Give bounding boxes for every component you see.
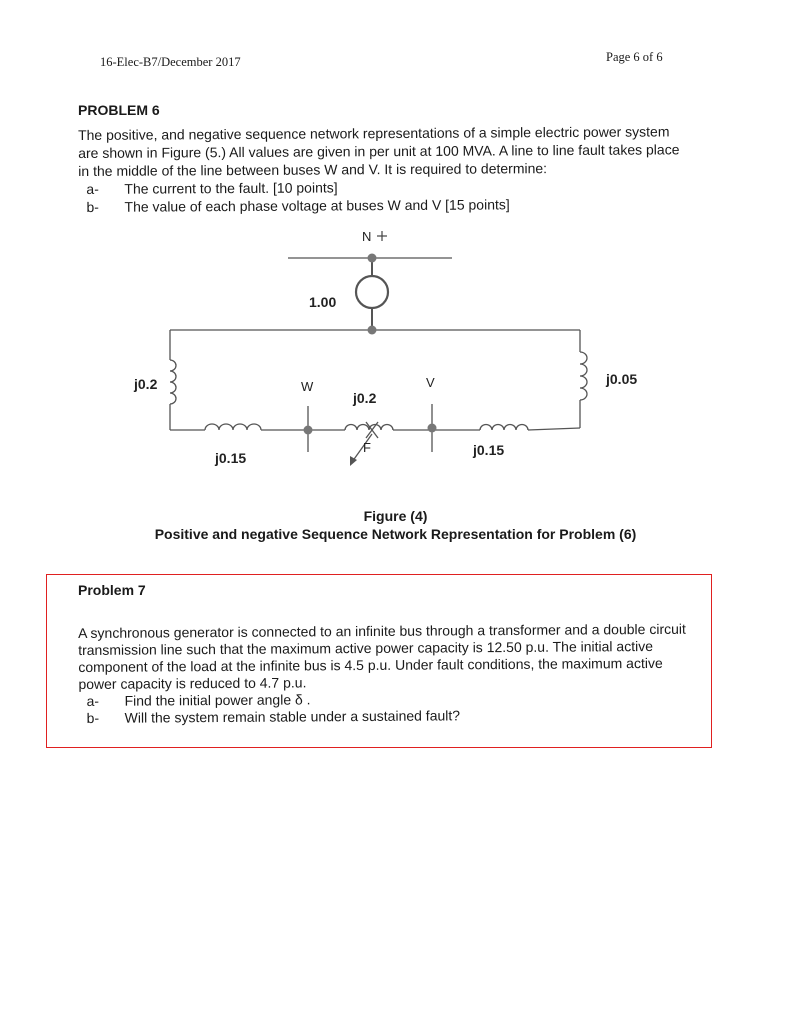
right-shunt-label: j0.05 bbox=[606, 371, 638, 387]
left-shunt-inductor-icon bbox=[170, 360, 176, 404]
question-text: Find the initial power angle δ . bbox=[124, 691, 311, 709]
bus-w-label: W bbox=[301, 379, 314, 394]
header-page-number: Page 6 of 6 bbox=[606, 50, 663, 64]
right-series-inductor-icon bbox=[480, 425, 528, 430]
figure-title: Figure (4) bbox=[363, 508, 428, 524]
question-text: The value of each phase voltage at buses W and V [15 points] bbox=[124, 196, 510, 215]
question-label: a- bbox=[86, 692, 100, 709]
right-shunt-inductor-icon bbox=[580, 352, 587, 400]
node-dot bbox=[368, 326, 377, 335]
source-value-label: 1.00 bbox=[309, 294, 337, 310]
bus-v-label: V bbox=[426, 375, 435, 390]
bus-v-dot bbox=[428, 424, 437, 433]
problem7-statement: A synchronous generator is connected to an infinite bus through a transformer and a double circuit transmission line such that the maximum active power capacity is 12.50 p.u. The initial active component of the load at the infinite bus is 4.5 p.u. Under fault conditions, the maximum active power capacity is reduced to 4.7 p.u. bbox=[78, 620, 686, 692]
left-series-label: j0.15 bbox=[215, 450, 247, 466]
figure-description: Positive and negative Sequence Network Representation for Problem (6) bbox=[154, 526, 637, 542]
neutral-label: N bbox=[362, 229, 372, 244]
bottom-wire-4 bbox=[528, 428, 580, 430]
question-text: Will the system remain stable under a sustained fault? bbox=[124, 707, 461, 726]
node-dot bbox=[368, 254, 377, 263]
header-course-date: 16-Elec-B7/December 2017 bbox=[100, 55, 241, 69]
left-series-inductor-icon bbox=[205, 424, 261, 430]
bus-w-dot bbox=[304, 426, 313, 435]
figure-caption bbox=[0, 507, 791, 543]
question-label: b- bbox=[86, 709, 100, 726]
fault-label: F bbox=[363, 440, 371, 455]
problem7-heading: Problem 7 bbox=[78, 582, 146, 598]
question-text: The current to the fault. [10 points] bbox=[124, 179, 338, 197]
problem6-heading: PROBLEM 6 bbox=[78, 102, 160, 118]
question-label: a- bbox=[86, 180, 99, 197]
right-series-label: j0.15 bbox=[473, 442, 505, 458]
voltage-source-icon bbox=[356, 276, 388, 308]
problem6-intro: The positive, and negative sequence network representations of a simple electric power system are shown in Figure (5.) All values are given in per unit at 100 MVA. A line to line fault takes place in the middle of the line between buses W and V. It is required to determine: bbox=[78, 123, 680, 179]
question-label: b- bbox=[86, 198, 99, 215]
problem7-body bbox=[78, 621, 689, 727]
left-shunt-label: j0.2 bbox=[134, 376, 158, 392]
line-impedance-label: j0.2 bbox=[353, 390, 377, 406]
